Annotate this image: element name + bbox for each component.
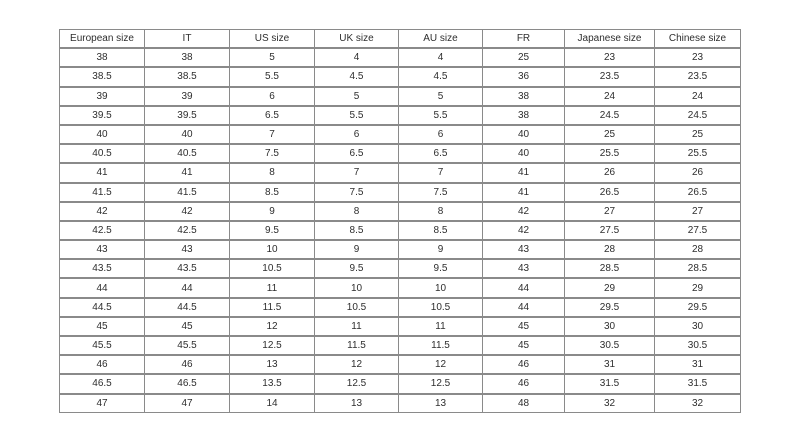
table-cell: 9 [230, 202, 315, 221]
table-cell: 13 [230, 355, 315, 374]
table-cell: 23 [565, 48, 655, 67]
table-cell: 41.5 [145, 183, 230, 202]
table-cell: 5.5 [315, 106, 399, 125]
table-cell: 12 [399, 355, 483, 374]
table-cell: 43.5 [145, 259, 230, 278]
column-header-japanese-size: Japanese size [565, 30, 655, 49]
column-header-it: IT [145, 30, 230, 49]
table-row [60, 394, 741, 413]
table-cell: 44.5 [60, 298, 145, 317]
table-cell: 44.5 [145, 298, 230, 317]
table-cell: 48 [483, 394, 565, 413]
table-row [60, 202, 741, 221]
table-cell: 43 [60, 240, 145, 259]
table-row [60, 355, 741, 374]
table-cell: 46.5 [145, 374, 230, 393]
table-cell: 42.5 [145, 221, 230, 240]
table-cell: 6 [399, 125, 483, 144]
table-cell: 8.5 [230, 183, 315, 202]
table-cell: 13.5 [230, 374, 315, 393]
table-cell: 10.5 [399, 298, 483, 317]
table-cell: 12.5 [315, 374, 399, 393]
table-row [60, 125, 741, 144]
table-cell: 4 [399, 48, 483, 67]
table-cell: 9.5 [315, 259, 399, 278]
table-row [60, 298, 741, 317]
table-cell: 28.5 [655, 259, 741, 278]
table-cell: 7.5 [230, 144, 315, 163]
table-cell: 10 [315, 278, 399, 297]
table-cell: 6.5 [230, 106, 315, 125]
table-row [60, 67, 741, 86]
table-cell: 41 [145, 163, 230, 182]
table-cell: 45 [60, 317, 145, 336]
table-row [60, 87, 741, 106]
table-cell: 30.5 [655, 336, 741, 355]
table-cell: 27.5 [655, 221, 741, 240]
column-header-au-size: AU size [399, 30, 483, 49]
table-cell: 26.5 [565, 183, 655, 202]
table-cell: 46 [483, 355, 565, 374]
table-cell: 30.5 [565, 336, 655, 355]
table-cell: 39.5 [60, 106, 145, 125]
table-cell: 42 [60, 202, 145, 221]
table-cell: 8.5 [315, 221, 399, 240]
table-cell: 31 [565, 355, 655, 374]
table-cell: 28 [655, 240, 741, 259]
table-row [60, 374, 741, 393]
table-cell: 29 [655, 278, 741, 297]
table-cell: 45 [145, 317, 230, 336]
table-row [60, 221, 741, 240]
table-cell: 42 [483, 221, 565, 240]
table-cell: 40.5 [60, 144, 145, 163]
table-cell: 39 [60, 87, 145, 106]
table-cell: 13 [315, 394, 399, 413]
table-cell: 24.5 [655, 106, 741, 125]
table-row [60, 336, 741, 355]
table-cell: 40 [483, 125, 565, 144]
table-cell: 46 [483, 374, 565, 393]
table-cell: 38.5 [145, 67, 230, 86]
table-cell: 40 [483, 144, 565, 163]
table-cell: 8.5 [399, 221, 483, 240]
table-cell: 5 [230, 48, 315, 67]
table-cell: 6 [230, 87, 315, 106]
table-cell: 7.5 [315, 183, 399, 202]
table-cell: 40.5 [145, 144, 230, 163]
table-cell: 38 [145, 48, 230, 67]
table-cell: 39.5 [145, 106, 230, 125]
table-cell: 6.5 [399, 144, 483, 163]
table-row [60, 48, 741, 67]
table-cell: 41 [483, 183, 565, 202]
table-cell: 23.5 [655, 67, 741, 86]
table-cell: 7 [399, 163, 483, 182]
table-cell: 8 [315, 202, 399, 221]
table-cell: 42 [145, 202, 230, 221]
table-cell: 46.5 [60, 374, 145, 393]
table-cell: 27.5 [565, 221, 655, 240]
table-cell: 25.5 [565, 144, 655, 163]
table-cell: 23 [655, 48, 741, 67]
table-cell: 40 [145, 125, 230, 144]
table-header-row [60, 30, 741, 49]
table-cell: 11.5 [315, 336, 399, 355]
table-cell: 11.5 [230, 298, 315, 317]
table-cell: 25 [565, 125, 655, 144]
table-cell: 27 [655, 202, 741, 221]
table-cell: 43 [483, 259, 565, 278]
table-cell: 45.5 [145, 336, 230, 355]
table-cell: 31.5 [565, 374, 655, 393]
size-conversion-table [59, 29, 741, 413]
table-cell: 40 [60, 125, 145, 144]
table-cell: 44 [483, 298, 565, 317]
table-header [60, 30, 741, 49]
table-cell: 8 [399, 202, 483, 221]
table-row [60, 278, 741, 297]
table-row [60, 259, 741, 278]
table-cell: 45 [483, 336, 565, 355]
table-cell: 32 [565, 394, 655, 413]
table-row [60, 106, 741, 125]
table-row [60, 163, 741, 182]
table-body [60, 48, 741, 412]
table-cell: 31 [655, 355, 741, 374]
table-cell: 5.5 [399, 106, 483, 125]
table-cell: 12.5 [399, 374, 483, 393]
table-cell: 44 [60, 278, 145, 297]
table-cell: 47 [60, 394, 145, 413]
table-cell: 31.5 [655, 374, 741, 393]
column-header-fr: FR [483, 30, 565, 49]
table-cell: 11.5 [399, 336, 483, 355]
table-cell: 10 [230, 240, 315, 259]
table-cell: 24.5 [565, 106, 655, 125]
table-cell: 29 [565, 278, 655, 297]
table-cell: 43 [483, 240, 565, 259]
table-cell: 24 [655, 87, 741, 106]
table-cell: 5 [399, 87, 483, 106]
table-cell: 43.5 [60, 259, 145, 278]
table-cell: 47 [145, 394, 230, 413]
table-cell: 38 [483, 87, 565, 106]
table-cell: 6.5 [315, 144, 399, 163]
table-cell: 6 [315, 125, 399, 144]
column-header-european-size: European size [60, 30, 145, 49]
table-cell: 7 [230, 125, 315, 144]
table-cell: 26 [655, 163, 741, 182]
table-cell: 23.5 [565, 67, 655, 86]
table-cell: 45 [483, 317, 565, 336]
table-cell: 41 [483, 163, 565, 182]
table-cell: 29.5 [655, 298, 741, 317]
table-cell: 13 [399, 394, 483, 413]
table-cell: 43 [145, 240, 230, 259]
table-cell: 9.5 [230, 221, 315, 240]
table-cell: 25.5 [655, 144, 741, 163]
table-cell: 39 [145, 87, 230, 106]
table-cell: 10.5 [230, 259, 315, 278]
table-cell: 26 [565, 163, 655, 182]
column-header-chinese-size: Chinese size [655, 30, 741, 49]
table-cell: 7 [315, 163, 399, 182]
table-cell: 14 [230, 394, 315, 413]
table-cell: 45.5 [60, 336, 145, 355]
table-cell: 28.5 [565, 259, 655, 278]
table-cell: 5.5 [230, 67, 315, 86]
table-cell: 11 [230, 278, 315, 297]
table-cell: 4.5 [315, 67, 399, 86]
table-cell: 9 [399, 240, 483, 259]
table-cell: 11 [315, 317, 399, 336]
table-cell: 7.5 [399, 183, 483, 202]
table-cell: 12.5 [230, 336, 315, 355]
table-cell: 10 [399, 278, 483, 297]
table-cell: 30 [565, 317, 655, 336]
table-cell: 42 [483, 202, 565, 221]
table-cell: 41 [60, 163, 145, 182]
table-cell: 38 [60, 48, 145, 67]
table-cell: 24 [565, 87, 655, 106]
table-cell: 8 [230, 163, 315, 182]
table-cell: 29.5 [565, 298, 655, 317]
table-row [60, 317, 741, 336]
table-cell: 12 [315, 355, 399, 374]
table-cell: 5 [315, 87, 399, 106]
table-cell: 46 [145, 355, 230, 374]
table-cell: 9 [315, 240, 399, 259]
table-row [60, 183, 741, 202]
table-cell: 26.5 [655, 183, 741, 202]
table-row [60, 144, 741, 163]
table-cell: 28 [565, 240, 655, 259]
table-cell: 38.5 [60, 67, 145, 86]
table-cell: 44 [145, 278, 230, 297]
table-cell: 46 [60, 355, 145, 374]
table-cell: 38 [483, 106, 565, 125]
table-cell: 10.5 [315, 298, 399, 317]
table-cell: 9.5 [399, 259, 483, 278]
table-cell: 44 [483, 278, 565, 297]
table-cell: 36 [483, 67, 565, 86]
table-cell: 25 [655, 125, 741, 144]
table-cell: 41.5 [60, 183, 145, 202]
table-cell: 4 [315, 48, 399, 67]
column-header-uk-size: UK size [315, 30, 399, 49]
table-cell: 25 [483, 48, 565, 67]
table-cell: 11 [399, 317, 483, 336]
table-row [60, 240, 741, 259]
table-cell: 12 [230, 317, 315, 336]
table-cell: 32 [655, 394, 741, 413]
column-header-us-size: US size [230, 30, 315, 49]
table-cell: 42.5 [60, 221, 145, 240]
table-cell: 30 [655, 317, 741, 336]
table-cell: 4.5 [399, 67, 483, 86]
table-cell: 27 [565, 202, 655, 221]
